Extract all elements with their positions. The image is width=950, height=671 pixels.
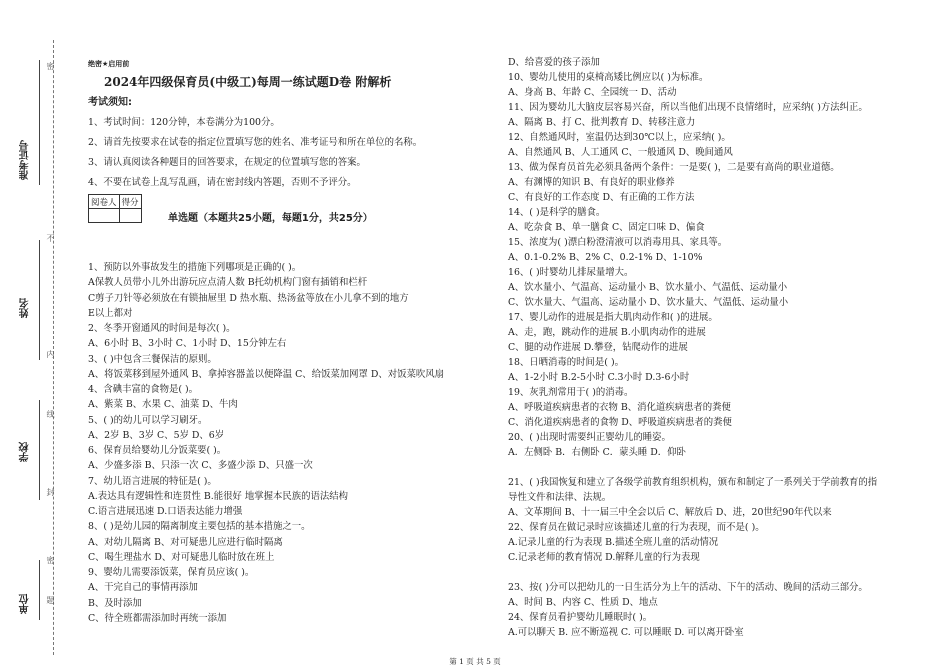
question-line: 12、自然通风时，室温仍达到30℃以上，应采纳( )。 — [508, 132, 731, 143]
question-line: B、及时添加 — [88, 597, 142, 609]
question-line: A、0.1-0.2% B、2% C、0.2-1% D、1-10% — [508, 252, 703, 263]
section-title: 单选题（本题共25小题，每题1分，共25分） — [168, 213, 373, 224]
question-line: 5、( )的幼儿可以学习刷牙。 — [88, 414, 208, 426]
question-line: 17、婴儿动作的进展是指大肌肉动作和( )的进展。 — [508, 312, 718, 323]
question-line: A、2岁 B、3岁 C、5岁 D、6岁 — [88, 429, 225, 441]
question-line: C、有良好的工作态度 D、有正确的工作方法 — [508, 192, 695, 203]
name-field[interactable] — [39, 240, 40, 360]
question-line: A、少盛多添 B、只添一次 C、多盛少添 D、只盛一次 — [88, 460, 313, 472]
question-line: 24、保育员看护婴幼儿睡眠时( )。 — [508, 612, 653, 623]
school-field[interactable] — [39, 400, 40, 500]
seal-char: 题 — [46, 596, 55, 604]
question-line: 15、浓度为( )漂白粉澄清液可以消毒用具、家具等。 — [508, 237, 728, 248]
question-line: A.记录儿童的行为表现 B.描述全班儿童的活动情况 — [508, 537, 719, 548]
question-line: A、饮水量小、气温高、运动量小 B、饮水量小、气温低、运动量小 — [508, 282, 788, 293]
question-line: 2、冬季开窗通风的时间是每次( )。 — [88, 323, 236, 334]
question-line: C、待全班都需添加时再统一添加 — [88, 612, 227, 624]
seal-char: 封 — [46, 488, 55, 496]
notice-line: 1、考试时间：120分钟，本卷满分为100分。 — [88, 117, 280, 128]
question-line: 1、预防以外事故发生的措施下列哪项是正确的( )。 — [88, 262, 302, 273]
question-line: 4、含碘丰富的食物是( )。 — [88, 384, 199, 395]
question-line: A、将饭菜移到屋外通风 B、拿掉容器盖以便降温 C、给饭菜加网罩 D、对饭菜吹风扇 — [88, 368, 445, 380]
question-line: A、1-2小时 B.2-5小时 C.3小时 D.3-6小时 — [508, 372, 690, 383]
unit-field[interactable] — [39, 560, 40, 620]
notice-line: 3、请认真阅读各种题目的回答要求，在规定的位置填写您的答案。 — [88, 157, 366, 168]
question-line: 22、保育员在做记录时应该描述儿童的行为表现，而不是( )。 — [508, 522, 765, 533]
grader-label: 阅卷人 — [89, 195, 120, 209]
question-line: C.语言进展迅速 D.口语表达能力增强 — [88, 506, 243, 517]
question-line: A、紫菜 B、水果 C、油菜 D、牛肉 — [88, 399, 238, 411]
question-line: 23、按( )分可以把幼儿的一日生活分为上午的活动、下午的活动、晚间的活动三部分。 — [508, 582, 868, 593]
question-line: 21、( )我国恢复和建立了各级学前教育组织机构，颁布和制定了一系列关于学前教育的指 — [508, 477, 878, 488]
exam-number-label: 准考证号 — [20, 140, 31, 180]
question-line: A、呼吸道疾病患者的衣物 B、消化道疾病患者的粪便 — [508, 402, 731, 413]
question-line: C、喝生理盐水 D、对可疑患儿临时放在班上 — [88, 551, 275, 563]
question-line: A、自然通风 B、人工通风 C、一般通风 D、晚间通风 — [508, 147, 733, 158]
question-line: 6、保育员给婴幼儿分饭菜要( )。 — [88, 445, 227, 456]
question-line: E以上都对 — [88, 307, 133, 319]
page-footer: 第 1 页 共 5 页 — [449, 657, 501, 666]
unit-label: 单位 — [20, 594, 31, 614]
notice-line: 4、不要在试卷上乱写乱画，请在密封线内答题，否则不予评分。 — [88, 177, 357, 188]
question-line: A.可以聊天 B. 应不断巡视 C. 可以睡眠 D. 可以离开卧室 — [508, 627, 744, 638]
question-line: A.表达具有逻辑性和连贯性 B.能很好 地掌握本民族的语法结构 — [88, 490, 348, 502]
page-title: 2024年四级保育员(中级工)每周一练试题D卷 附解析 — [104, 75, 392, 89]
question-line: A、6小时 B、3小时 C、1小时 D、15分钟左右 — [88, 338, 287, 350]
question-line: 18、日晒消毒的时间是( )。 — [508, 357, 624, 368]
question-line: A、干完自己的事情再添加 — [88, 582, 198, 594]
question-line: 7、幼儿语言进展的特征是( )。 — [88, 475, 217, 487]
question-line: A．左侧卧 B．右侧卧 C．蒙头睡 D．仰卧 — [508, 447, 686, 458]
question-line: A、身高 B、年龄 C、全园统一 D、活动 — [508, 87, 677, 98]
question-line: 11、因为婴幼儿大脑皮层容易兴奋，所以当他们出现不良情绪时，应采纳( )方法纠正。 — [508, 102, 868, 113]
question-line: 20、( )出现时需要纠正婴幼儿的睡姿。 — [508, 432, 671, 443]
secret-mark: 绝密★启用前 — [88, 60, 130, 68]
question-line: C、饮水量大、气温高、运动量小 D、饮水量大、气温低、运动量小 — [508, 297, 789, 308]
question-line: C.记录老师的教育情况 D.解释儿童的行为表现 — [508, 552, 700, 563]
question-line: A、文革期间 B、十一届三中全会以后 C、解放后 D、进，20世纪90年代以来 — [508, 507, 832, 518]
question-line: 8、( )是幼儿园的隔离制度主要包括的基本措施之一。 — [88, 521, 311, 533]
notice-heading: 考试须知: — [88, 97, 132, 108]
question-line: 19、灰乳剂常用于( )的消毒。 — [508, 387, 634, 398]
question-line: 13、做为保育员首先必须具备两个条件：一是要( )，二是要有高尚的职业道德。 — [508, 162, 840, 173]
question-line: C、腿的动作进展 D.攀登，钻爬动作的进展 — [508, 342, 688, 353]
score-cell[interactable] — [119, 209, 141, 223]
grader-cell[interactable] — [89, 209, 120, 223]
binding-margin — [0, 0, 72, 671]
question-line: 10、婴幼儿使用的桌椅高矮比例应以( )为标准。 — [508, 72, 709, 83]
question-line: A、对幼儿隔离 B、对可疑患儿应进行临时隔离 — [88, 536, 283, 548]
seal-char: 内 — [46, 350, 55, 358]
seal-char: 不 — [46, 234, 55, 242]
school-label: 学校 — [20, 442, 31, 462]
notice-line: 2、请首先按要求在试卷的指定位置填写您的姓名、准考证号和所在单位的名称。 — [88, 137, 423, 148]
name-label: 姓名 — [20, 298, 31, 318]
exam-number-field[interactable] — [39, 60, 40, 185]
question-line: 3、( )中包含三餐保洁的原则。 — [88, 353, 217, 365]
score-box — [88, 194, 142, 223]
question-line: 9、婴幼儿需要添饭菜，保育员应该( )。 — [88, 567, 255, 578]
question-line: A、吃杂食 B、单一膳食 C、固定口味 D、偏食 — [508, 222, 705, 233]
question-line: 14、( )是科学的膳食。 — [508, 207, 606, 218]
question-line: 导性文件和法律、法规。 — [508, 492, 612, 503]
seal-char: 密 — [46, 556, 55, 564]
question-line: A保教人员带小儿外出游玩应点清人数 B托幼机构门窗有插销和栏杆 — [88, 277, 368, 289]
question-line: A、有渊博的知识 B、有良好的职业修养 — [508, 177, 675, 188]
question-line: A、走，跑，跳动作的进展 B.小肌肉动作的进展 — [508, 327, 706, 338]
seal-char: 线 — [46, 410, 55, 418]
question-line: 16、( )时婴幼儿排尿量增大。 — [508, 267, 634, 278]
question-line: A、隔离 B、打 C、批判教育 D、转移注意力 — [508, 117, 696, 128]
seal-char: 密 — [46, 62, 55, 70]
question-line: D、给喜爱的孩子添加 — [508, 57, 600, 68]
question-line: A、时间 B、内容 C、性质 D、地点 — [508, 597, 658, 608]
question-line: C剪子刀针等必须放在有锁抽屉里 D 热水瓶、热汤盆等放在小儿拿不到的地方 — [88, 292, 409, 304]
question-line: C、消化道疾病患者的食物 D、呼吸道疾病患者的粪便 — [508, 417, 732, 428]
score-label: 得分 — [119, 195, 141, 209]
